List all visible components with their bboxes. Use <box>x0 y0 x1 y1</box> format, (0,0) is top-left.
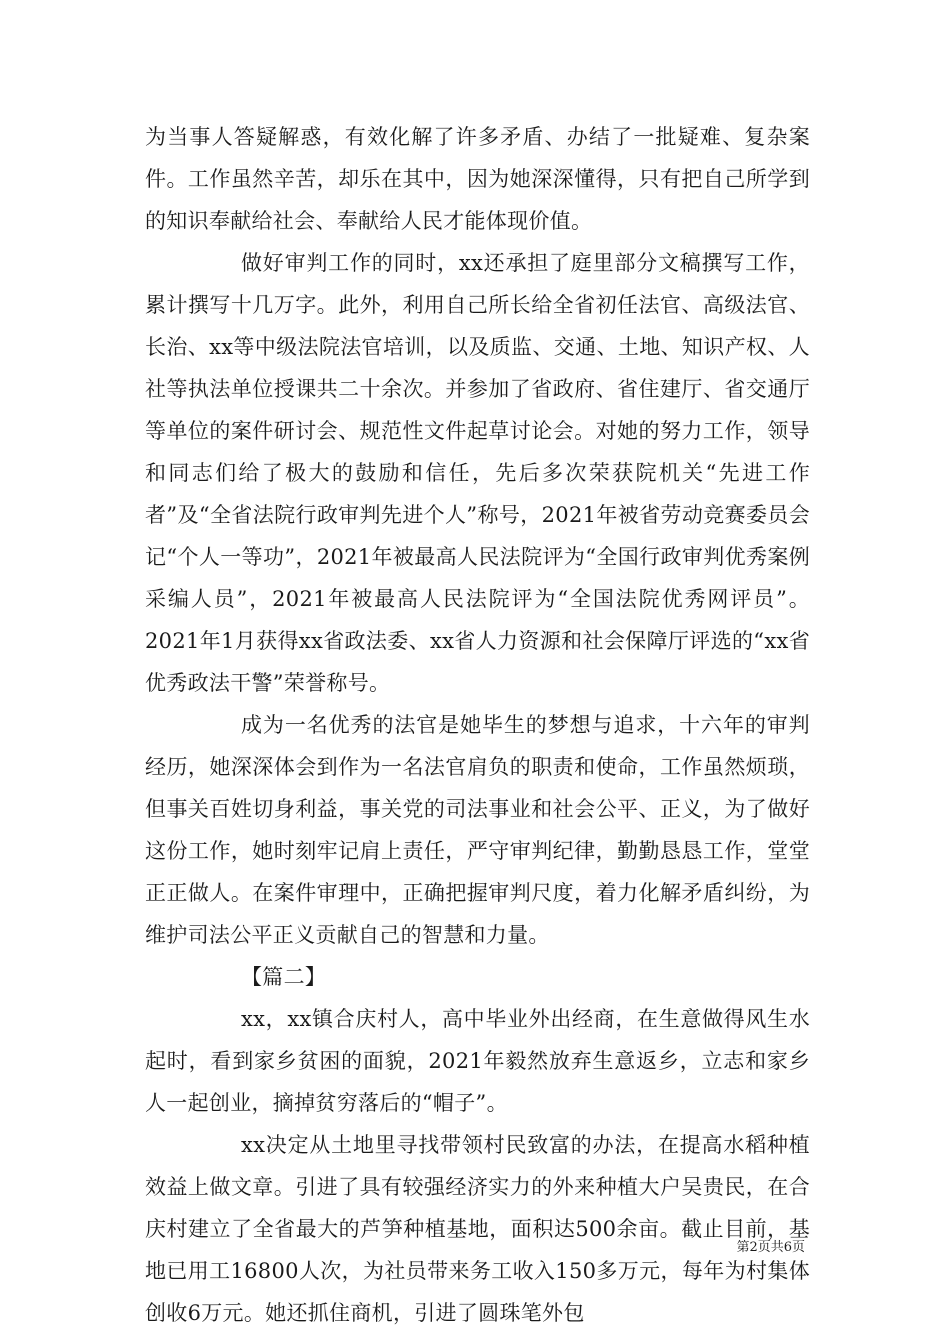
paragraph-continuation: 为当事人答疑解惑，有效化解了许多矛盾、办结了一批疑难、复杂案件。工作虽然辛苦，却乐在其中，因为她深深懂得，只有把自己所学到的知识奉献给社会、奉献给人民才能体现价值。 <box>145 125 810 233</box>
paragraph-judge-aspiration: 成为一名优秀的法官是她毕生的梦想与追求，十六年的审判经历，她深深体会到作为一名法官肩负的职责和使命，工作虽然烦琐，但事关百姓切身利益，事关党的司法事业和社会公平、正义，为了做好这份工作，她时刻牢记肩上责任，严守审判纪律，勤勤恳恳工作，堂堂正正做人。在案件审理中，正确把握审判尺度，着力化解矛盾纠纷，为维护司法公平正义贡献自己的智慧和力量。 <box>145 713 810 947</box>
page-number-footer: 第2页共6页 <box>736 1240 805 1255</box>
paragraph-writing-and-honors: 做好审判工作的同时，xx还承担了庭里部分文稿撰写工作，累计撰写十几万字。此外，利用自己所长给全省初任法官、高级法官、长治、xx等中级法院法官培训，以及质监、交通、土地、知识产权、人社等执法单位授课共二十余次。并参加了省政府、省住建厅、省交通厅等单位的案件研讨会、规范性文件起草讨论会。对她的努力工作，领导和同志们给了极大的鼓励和信任，先后多次荣获院机关“先进工作者”及“全省法院行政审判先进个人”称号，2021年被省劳动竞赛委员会记“个人一等功”，2021年被最高人民法院评为“全国行政审判优秀案例采编人员”，2021年被最高人民法院评为“全国法院优秀网评员”。2021年1月获得xx省政法委、xx省人力资源和社会保障厅评选的“xx省优秀政法干警”荣誉称号。 <box>145 251 810 695</box>
paragraph-farming-initiative: xx决定从土地里寻找带领村民致富的办法，在提高水稻种植效益上做文章。引进了具有较强经济实力的外来种植大户吴贵民，在合庆村建立了全省最大的芦笋种植基地，面积达500余亩。截止目前，基地已用工16800人次，为社员带来务工收入150多万元，每年为村集体创收6万元。她还抓住商机，引进了圆珠笔外包 <box>145 1133 810 1325</box>
section-heading: 【篇二】 <box>241 965 327 989</box>
paragraph-return-home: xx，xx镇合庆村人，高中毕业外出经商，在生意做得风生水起时，看到家乡贫困的面貌，2021年毅然放弃生意返乡，立志和家乡人一起创业，摘掉贫穷落后的“帽子”。 <box>145 1007 810 1115</box>
document-body <box>145 116 810 1334</box>
